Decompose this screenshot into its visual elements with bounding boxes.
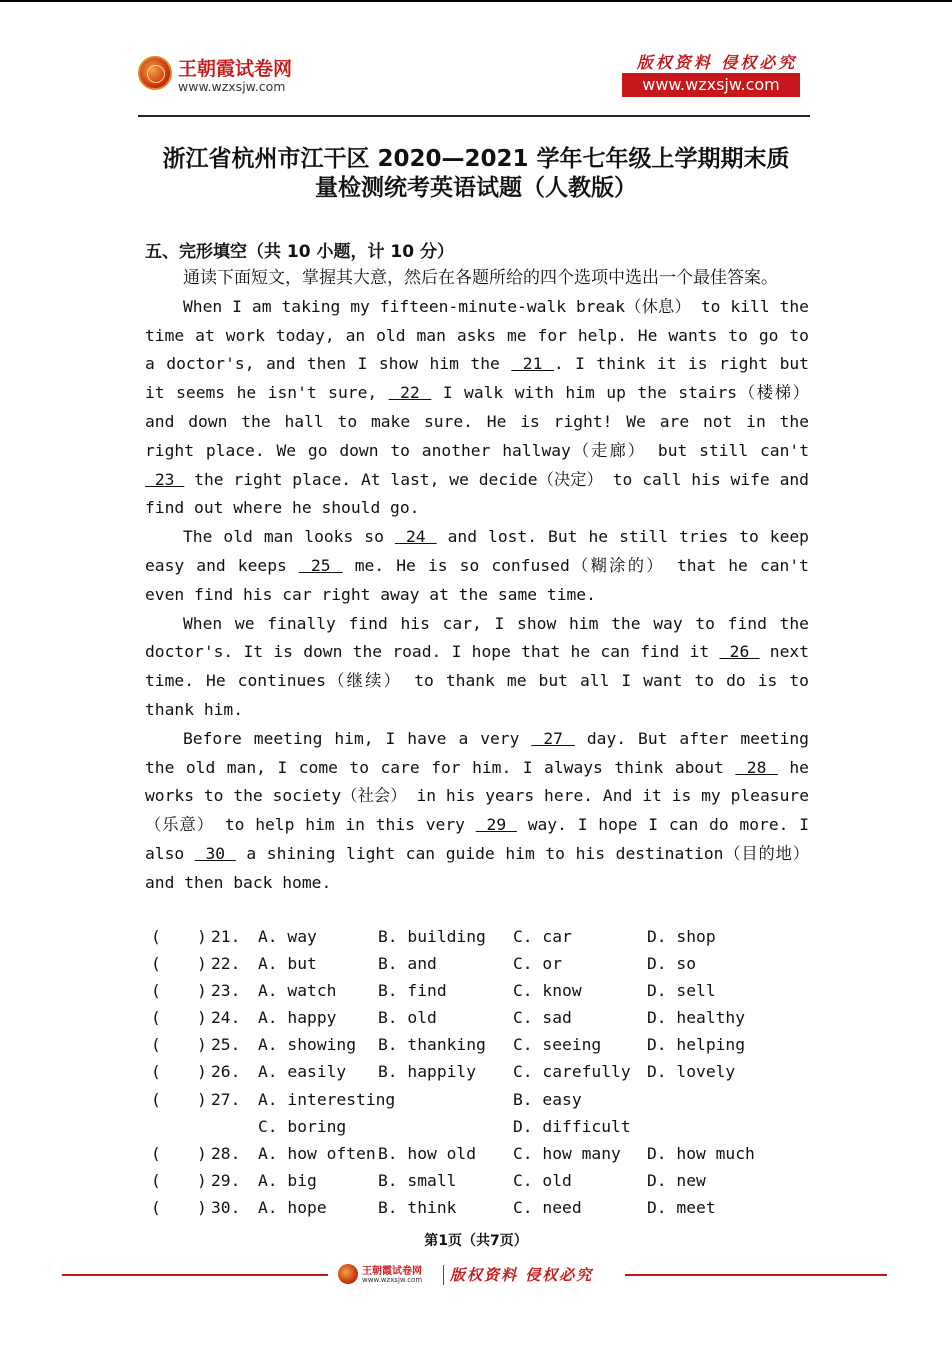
top-border	[0, 0, 952, 2]
brand-url[interactable]: www.wzxsjw.com	[178, 79, 286, 94]
option-row: ( ) 23. A. watch B. find C. know D. sell	[151, 981, 716, 1001]
passage	[145, 264, 809, 898]
option-row: ( ) 30. A. hope B. think C. need D. meet	[151, 1197, 716, 1217]
seal-icon	[138, 56, 172, 90]
option-row: ( ) 25. A. showing B. thanking C. seeing D. helping	[151, 1035, 746, 1055]
blank-28: 28	[735, 757, 778, 777]
option-row: ( ) 27. A. interesting B. easy	[151, 1089, 582, 1109]
blank-29: 29	[475, 815, 517, 835]
footer-brand-url[interactable]: www.wzxsjw.com	[362, 1276, 423, 1284]
paragraph-2: The old man looks so 24 and lost. But he still tries to keep easy and keeps 25 me. He is so confused（糊涂的） that he can't even find his car right away at the same time.	[145, 527, 809, 604]
paragraph-3: When we finally find his car, I show him the way to find the doctor's. It is down the road. I hope that he can find it 26 next time. He continues（继续） to thank me but all I want to do is to thank him.	[145, 613, 809, 719]
section-heading: 五、完形填空（共 10 小题，计 10 分）	[145, 242, 454, 262]
brand-logo[interactable]	[138, 52, 328, 98]
site-url-badge[interactable]: www.wzxsjw.com	[622, 73, 800, 97]
option-row: ( ) 24. A. happy B. old C. sad D. healthy	[151, 1008, 746, 1028]
page-title	[140, 145, 812, 203]
blank-27: 27	[531, 728, 575, 748]
title-line-2: 量检测统考英语试题（人教版）	[315, 175, 637, 201]
answer-options	[151, 927, 811, 1225]
footer-separator	[443, 1265, 444, 1285]
blank-24: 24	[394, 527, 437, 547]
title-line-1: 浙江省杭州市江干区 2020—2021 学年七年级上学期期末质	[162, 146, 790, 172]
footer-rule-left	[62, 1274, 328, 1276]
blank-21: 21	[511, 354, 554, 374]
blank-23: 23	[145, 469, 185, 489]
blank-26: 26	[719, 642, 760, 662]
page-number: 第1页（共7页）	[424, 1233, 528, 1249]
option-row: ( ) 26. A. easily B. happily C. carefully D. lovely	[151, 1062, 736, 1082]
brand-name: 王朝霞试卷网	[178, 58, 293, 80]
option-row: ( ) 22. A. but B. and C. or D. so	[151, 954, 697, 974]
copyright-notice: 版权资料 侵权必究	[636, 53, 798, 72]
blank-22: 22	[388, 383, 432, 403]
option-row: ( ) 21. A. way B. building C. car D. shop	[151, 927, 716, 946]
option-row: C. boring D. difficult	[258, 1116, 631, 1136]
paragraph-4: Before meeting him, I have a very 27 day. But after meeting the old man, I come to care for him. I always think about 28 he works to the society（社会） in his years here. And it is my pleasure（乐意） to help him in this very 29 way. I hope I can do more. I also 30 a shining light can guide him to his destination（目的地） and then back home.	[145, 728, 810, 892]
blank-30: 30	[194, 843, 236, 863]
blank-25: 25	[298, 555, 343, 575]
header-divider	[138, 115, 810, 117]
footer-seal-icon	[338, 1264, 358, 1284]
footer-rule-right	[625, 1274, 887, 1276]
option-row: ( ) 28. A. how often B. how old C. how many D. how much	[151, 1143, 755, 1163]
footer-brand-name: 王朝霞试卷网	[362, 1266, 422, 1277]
instruction: 通读下面短文，掌握其大意，然后在各题所给的四个选项中选出一个最佳答案。	[183, 268, 778, 288]
paragraph-1: When I am taking my fifteen-minute-walk break（休息） to kill the time at work today, an old man asks me for help. He wants to go to a doctor's, and then I show him the 21 . I think it is right but it seems he isn't sure, 22 I walk with him up the stairs（楼梯） and down the hall to make sure. He is right! We are not in the right place. We go down to another hallway（走廊） but still can't 23 the right place. At last, we decide（决定） to call his wife and find out where he should go.	[145, 296, 809, 518]
footer-copyright: 版权资料 侵权必究	[450, 1266, 594, 1284]
option-row: ( ) 29. A. big B. small C. old D. new	[151, 1170, 706, 1190]
